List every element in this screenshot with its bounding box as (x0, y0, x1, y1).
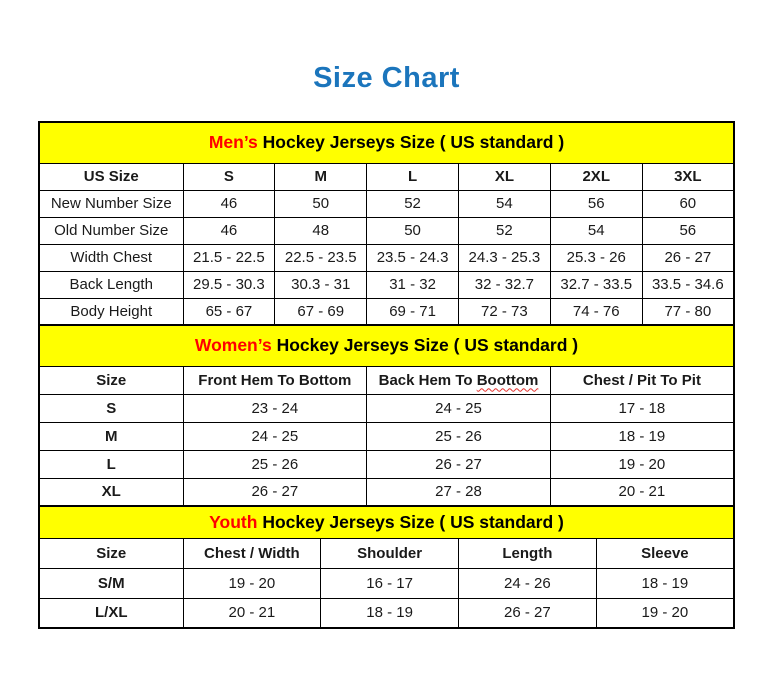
mens-banner-row (39, 122, 734, 163)
cell: 52 (367, 190, 459, 217)
cell: 20 - 21 (183, 598, 321, 628)
table-row (39, 568, 734, 598)
cell: 33.5 - 34.6 (642, 271, 734, 298)
table-row (39, 217, 734, 244)
size-chart (38, 121, 735, 629)
column-header: 3XL (642, 163, 734, 190)
column-header: 2XL (550, 163, 642, 190)
cell: 19 - 20 (183, 568, 321, 598)
page-title: Size Chart (313, 62, 460, 94)
womens-banner-row (39, 325, 734, 366)
youth-banner-text: Hockey Jerseys Size ( US standard ) (262, 511, 564, 532)
youth-banner-highlight: Youth (209, 511, 258, 532)
cell: 26 - 27 (459, 598, 597, 628)
column-header: Front Hem To Bottom (183, 366, 367, 394)
table-row (39, 244, 734, 271)
womens-banner (39, 325, 734, 366)
cell: 50 (275, 190, 367, 217)
row-label: M (39, 422, 183, 450)
womens-header-row (39, 366, 734, 394)
mens-banner-highlight: Men’s (208, 132, 258, 153)
cell: 25.3 - 26 (550, 244, 642, 271)
cell: 67 - 69 (275, 298, 367, 325)
cell: 18 - 19 (321, 598, 459, 628)
cell: 29.5 - 30.3 (183, 271, 275, 298)
cell: 69 - 71 (367, 298, 459, 325)
row-label: L/XL (39, 598, 183, 628)
row-label: S (39, 394, 183, 422)
cell: 17 - 18 (550, 394, 734, 422)
womens-banner-highlight: Women’s (194, 335, 272, 356)
cell: 21.5 - 22.5 (183, 244, 275, 271)
cell: 48 (275, 217, 367, 244)
column-header (367, 366, 551, 394)
mens-banner-text: Hockey Jerseys Size ( US standard ) (262, 132, 565, 153)
column-header: S (183, 163, 275, 190)
cell: 25 - 26 (367, 422, 551, 450)
table-row (39, 271, 734, 298)
row-label: XL (39, 478, 183, 506)
misspelled-word: Boottom (476, 371, 539, 389)
cell: 19 - 20 (550, 450, 734, 478)
column-header: Chest / Width (183, 538, 321, 568)
row-label: S/M (39, 568, 183, 598)
column-header: Length (459, 538, 597, 568)
womens-banner-text: Hockey Jerseys Size ( US standard ) (276, 335, 579, 356)
column-header: Sleeve (596, 538, 734, 568)
cell: 20 - 21 (550, 478, 734, 506)
row-label: L (39, 450, 183, 478)
table-row (39, 394, 734, 422)
cell: 77 - 80 (642, 298, 734, 325)
column-header: Chest / Pit To Pit (550, 366, 734, 394)
column-header: Size (39, 366, 183, 394)
cell: 31 - 32 (367, 271, 459, 298)
row-label: Width Chest (39, 244, 183, 271)
womens-size-table (38, 324, 735, 507)
cell: 72 - 73 (458, 298, 550, 325)
column-header: Size (39, 538, 183, 568)
youth-header-row (39, 538, 734, 568)
column-header-text: Back Hem To (378, 371, 473, 389)
column-header: US Size (39, 163, 183, 190)
table-row (39, 450, 734, 478)
mens-banner (39, 122, 734, 163)
row-label: New Number Size (39, 190, 183, 217)
cell: 18 - 19 (550, 422, 734, 450)
cell: 26 - 27 (367, 450, 551, 478)
column-header: Shoulder (321, 538, 459, 568)
cell: 22.5 - 23.5 (275, 244, 367, 271)
table-row (39, 478, 734, 506)
cell: 19 - 20 (596, 598, 734, 628)
row-label: Body Height (39, 298, 183, 325)
cell: 16 - 17 (321, 568, 459, 598)
column-header: M (275, 163, 367, 190)
cell: 32.7 - 33.5 (550, 271, 642, 298)
cell: 52 (458, 217, 550, 244)
cell: 24 - 26 (459, 568, 597, 598)
row-label: Back Length (39, 271, 183, 298)
table-row (39, 190, 734, 217)
cell: 26 - 27 (642, 244, 734, 271)
youth-banner (39, 506, 734, 538)
mens-size-table (38, 121, 735, 326)
cell: 24.3 - 25.3 (458, 244, 550, 271)
cell: 46 (183, 190, 275, 217)
cell: 60 (642, 190, 734, 217)
cell: 46 (183, 217, 275, 244)
cell: 25 - 26 (183, 450, 367, 478)
cell: 65 - 67 (183, 298, 275, 325)
cell: 24 - 25 (367, 394, 551, 422)
cell: 56 (642, 217, 734, 244)
table-row (39, 298, 734, 325)
cell: 54 (458, 190, 550, 217)
cell: 30.3 - 31 (275, 271, 367, 298)
youth-size-table (38, 505, 735, 629)
mens-header-row (39, 163, 734, 190)
cell: 50 (367, 217, 459, 244)
cell: 24 - 25 (183, 422, 367, 450)
table-row (39, 598, 734, 628)
cell: 74 - 76 (550, 298, 642, 325)
cell: 23.5 - 24.3 (367, 244, 459, 271)
column-header: XL (458, 163, 550, 190)
column-header: L (367, 163, 459, 190)
cell: 27 - 28 (367, 478, 551, 506)
row-label: Old Number Size (39, 217, 183, 244)
cell: 54 (550, 217, 642, 244)
youth-banner-row (39, 506, 734, 538)
cell: 32 - 32.7 (458, 271, 550, 298)
cell: 18 - 19 (596, 568, 734, 598)
table-row (39, 422, 734, 450)
cell: 56 (550, 190, 642, 217)
cell: 23 - 24 (183, 394, 367, 422)
cell: 26 - 27 (183, 478, 367, 506)
